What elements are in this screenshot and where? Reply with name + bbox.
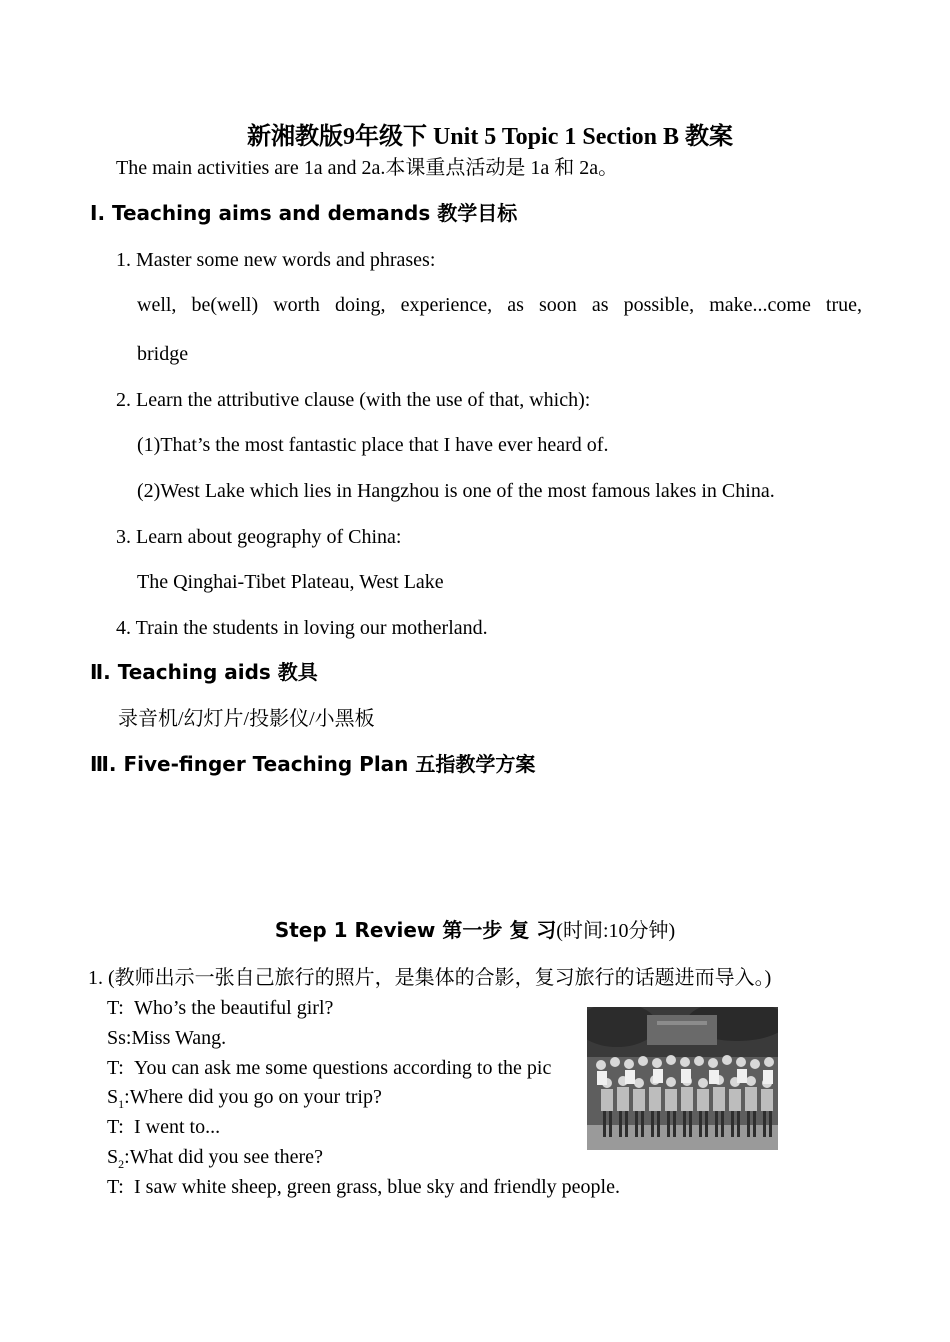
dialog-speaker: S xyxy=(107,1146,119,1168)
step1-heading: Step 1 Review 第一步 复 习 xyxy=(274,918,557,942)
aims-item-3-detail: The Qinghai-Tibet Plateau, West Lake xyxy=(137,571,444,593)
dialog-text: What did you see there? xyxy=(129,1146,323,1168)
dialog-line xyxy=(107,1026,226,1050)
dialog-speaker: T: xyxy=(107,1116,124,1138)
section-plan-heading: Ⅲ. Five-finger Teaching Plan 五指教学方案 xyxy=(90,752,536,776)
dialog-text: I saw white sheep, green grass, blue sky and friendly people. xyxy=(134,1176,620,1198)
intro-text: The main activities are 1a and 2a.本课重点活动是 1a 和 2a。 xyxy=(116,157,619,179)
page-title: 新湘教版9年级下 Unit 5 Topic 1 Section B 教案 xyxy=(246,124,734,150)
aims-item-2-example-1: (1)That’s the most fantastic place that I have ever heard of. xyxy=(137,434,609,456)
aims-item-2-example-2: (2)West Lake which lies in Hangzhou is one of the most famous lakes in China. xyxy=(137,480,775,502)
dialog-speaker-subscript: 2 xyxy=(118,1157,125,1171)
dialog-text: I went to... xyxy=(134,1116,221,1138)
dialog-colon: : xyxy=(124,1086,130,1108)
dialog-text: You can ask me some questions according to the pic xyxy=(134,1057,552,1079)
dialog-speaker: T: xyxy=(107,1176,124,1198)
dialog-line xyxy=(107,996,333,1020)
dialog-line xyxy=(107,1115,220,1139)
step1-instruction: 1. (教师出示一张自己旅行的照片，是集体的合影，复习旅行的话题进而导入。) xyxy=(88,967,772,989)
section-aids-heading: Ⅱ. Teaching aids 教具 xyxy=(90,660,318,684)
dialog-speaker: T: xyxy=(107,1057,124,1079)
dialog-line xyxy=(107,1085,382,1109)
aims-item-2: 2. Learn the attributive clause (with the use of that, which): xyxy=(116,389,591,411)
dialog-speaker: Ss: xyxy=(107,1027,132,1049)
dialog-line xyxy=(107,1175,620,1199)
aims-item-1-words: well, be(well) worth doing, experience, as soon as possible, make...come true, xyxy=(137,294,862,316)
aims-item-3: 3. Learn about geography of China: xyxy=(116,526,402,548)
step1-time: (时间:10分钟) xyxy=(556,920,676,942)
aims-item-4: 4. Train the students in loving our motherland. xyxy=(116,617,488,639)
step1-heading-line xyxy=(0,918,950,943)
dialog-text: Who’s the beautiful girl? xyxy=(134,997,334,1019)
aims-item-1-words-cont: bridge xyxy=(137,343,189,365)
dialog-colon: : xyxy=(124,1146,130,1168)
aims-item-1: 1. Master some new words and phrases: xyxy=(116,249,436,271)
dialog-speaker: T: xyxy=(107,997,124,1019)
dialog-line xyxy=(107,1145,323,1169)
dialog-text: Where did you go on your trip? xyxy=(129,1086,382,1108)
section-aims-heading: Ⅰ. Teaching aims and demands 教学目标 xyxy=(90,201,518,225)
dialog-text: Miss Wang. xyxy=(131,1027,227,1049)
dialog-speaker: S xyxy=(107,1086,119,1108)
group-photo-illustration xyxy=(587,1007,778,1150)
group-travel-photo xyxy=(587,1007,778,1150)
dialog-line xyxy=(107,1056,587,1080)
aids-content: 录音机/幻灯片/投影仪/小黑板 xyxy=(118,708,375,730)
dialog-speaker-subscript: 1 xyxy=(118,1097,125,1111)
